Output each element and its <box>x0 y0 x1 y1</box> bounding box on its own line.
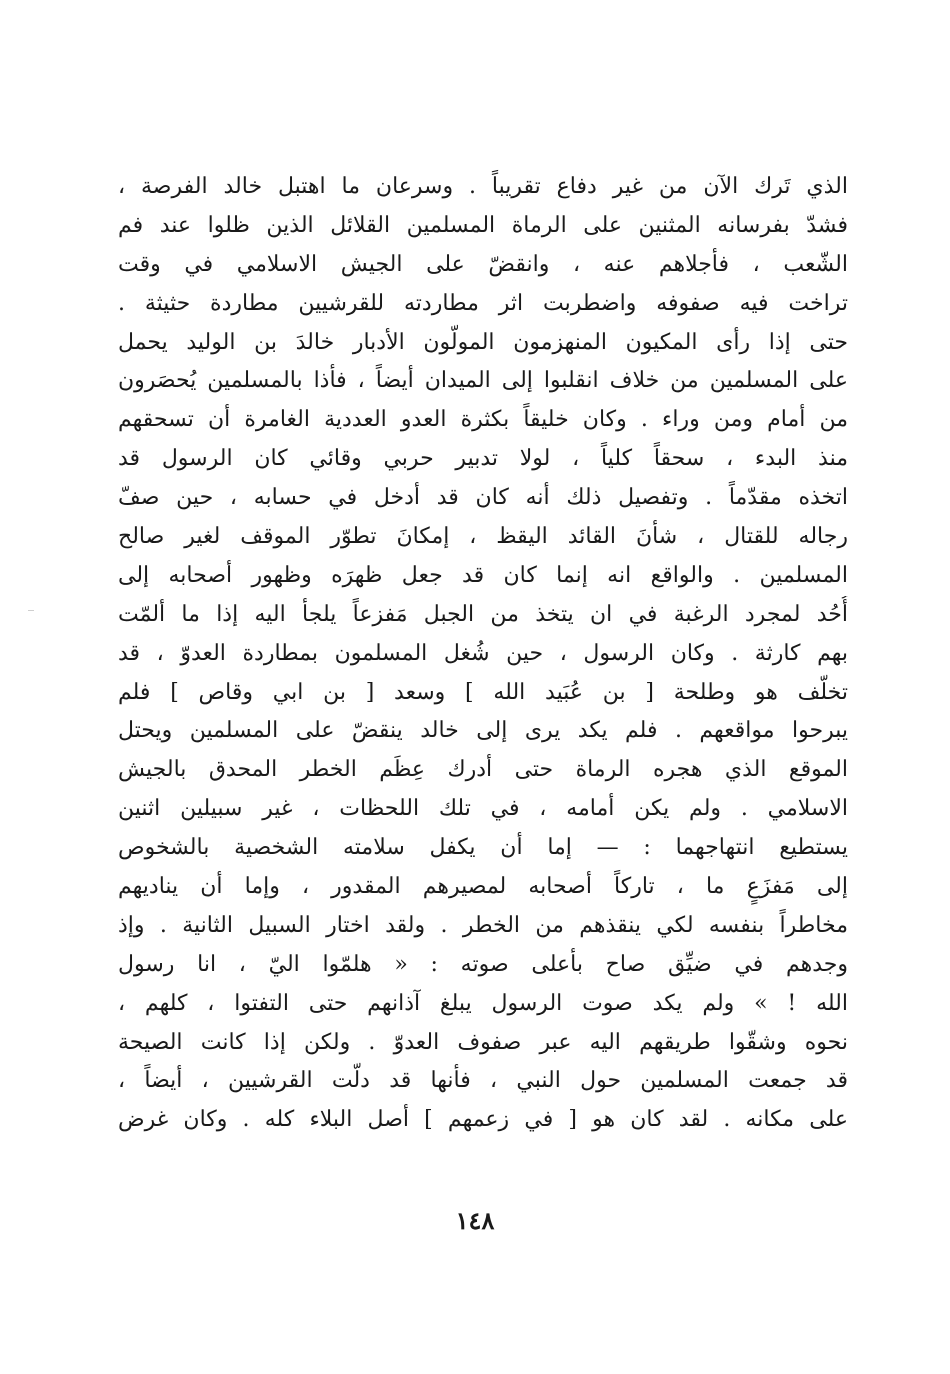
text-line: يستطيع انتهاجهما : — إما أن يكفل سلامته الشخصية بالشخوص <box>118 835 848 861</box>
text-line: مخاطراً بنفسه لكي ينقذهم من الخطر . ولقد اختار السبيل الثانية . وإذ <box>118 912 848 938</box>
text-line: قد جمعت المسلمين حول النبي ، فأنها قد دلّت القرشيين ، أيضاً ، <box>118 1068 848 1094</box>
text-line: على المسلمين من خلاف انقلبوا إلى الميدان أيضاً ، فأذا بالمسلمين يُحصَرون <box>118 368 848 394</box>
body-text <box>118 168 848 1140</box>
text-line: من أمام ومن وراء . وكان خليقاً بكثرة العدو العددية الغامرة أن تسحقهم <box>118 407 848 433</box>
text-line: اتخذه مقدّماً . وتفصيل ذلك أنه كان قد أدخل في حسابه ، حين صفّ <box>118 485 848 511</box>
text-line: وجدهم في ضيِّق صاح بأعلى صوته : « هلمّوا اليّ ، انا رسول <box>118 951 848 977</box>
text-line: بهم كارثة . وكان الرسول ، حين شُغل المسلمون بمطاردة العدوّ ، قد <box>118 640 848 666</box>
text-line: يبرحوا مواقعهم . فلم يكد يرى إلى خالد ينقضّ على المسلمين ويحتل <box>118 718 848 744</box>
text-line: إلى مَفزَعٍ ما ، تاركاً أصحابه لمصيرهم المقدور ، وإما أن يناديهم <box>118 874 848 900</box>
text-line: رجاله للقتال ، شأنَ القائد اليقظ ، إمكانَ تطوّر الموقف لغير صالح <box>118 524 848 550</box>
text-line: تخلّف هو وطلحة [ بن عُبَيد الله ] وسعد [ بن ابي وقاص ] فلم <box>118 679 848 705</box>
text-line: أُحُد لمجرد الرغبة في ان يتخذ من الجبل مَفزعاً يلجأ اليه إذا ما ألمّت <box>118 601 848 627</box>
text-line: نحوه وشقّوا طريقهم اليه عبر صفوف العدوّ . ولكن إذا كانت الصيحة <box>118 1029 848 1055</box>
text-line: على مكانه . لقد كان هو [ في زعمهم ] أصل البلاء كله . وكان غرض <box>118 1107 848 1133</box>
text-line: منذ البدء ، سحقاً كلياً ، لولا تدبير حربي وقائي كان الرسول قد <box>118 446 848 472</box>
text-line: الموقع الذي هجره الرماة حتى أدرك عِظَم الخطر المحدق بالجيش <box>118 757 848 783</box>
text-line: الاسلامي . ولم يكن أمامه ، في تلك اللحظات ، غير سبيلين اثنين <box>118 796 848 822</box>
text-line: المسلمين . والواقع انه إنما كان قد جعل ظهرَه وظهور أصحابه إلى <box>118 562 848 588</box>
text-line: الله ! » ولم يكد صوت الرسول يبلغ آذانهم حتى التفتوا ، كلهم ، <box>118 990 848 1016</box>
text-line: الشّعب ، فأجلاهم عنه ، وانقضّ على الجيش الاسلامي في وقت <box>118 251 848 277</box>
text-line: فشدّ بفرسانه المثنين على الرماة المسلمين القلائل الذين ظلوا عند فم <box>118 212 848 238</box>
text-line: تراخت فيه صفوفه واضطربت اثر مطاردته للقرشيين مطاردة حثيثة . <box>118 290 848 316</box>
margin-mark <box>28 610 34 611</box>
text-line: حتى إذا رأى المكيون المنهزمون المولّون الأدبار خالدَ بن الوليد يحمل <box>118 329 848 355</box>
page-number: ١٤٨ <box>455 1206 495 1235</box>
text-line: الذي تَرك الآن من غير دفاع تقريباً . وسرعان ما اهتبل خالد الفرصة ، <box>118 174 848 199</box>
